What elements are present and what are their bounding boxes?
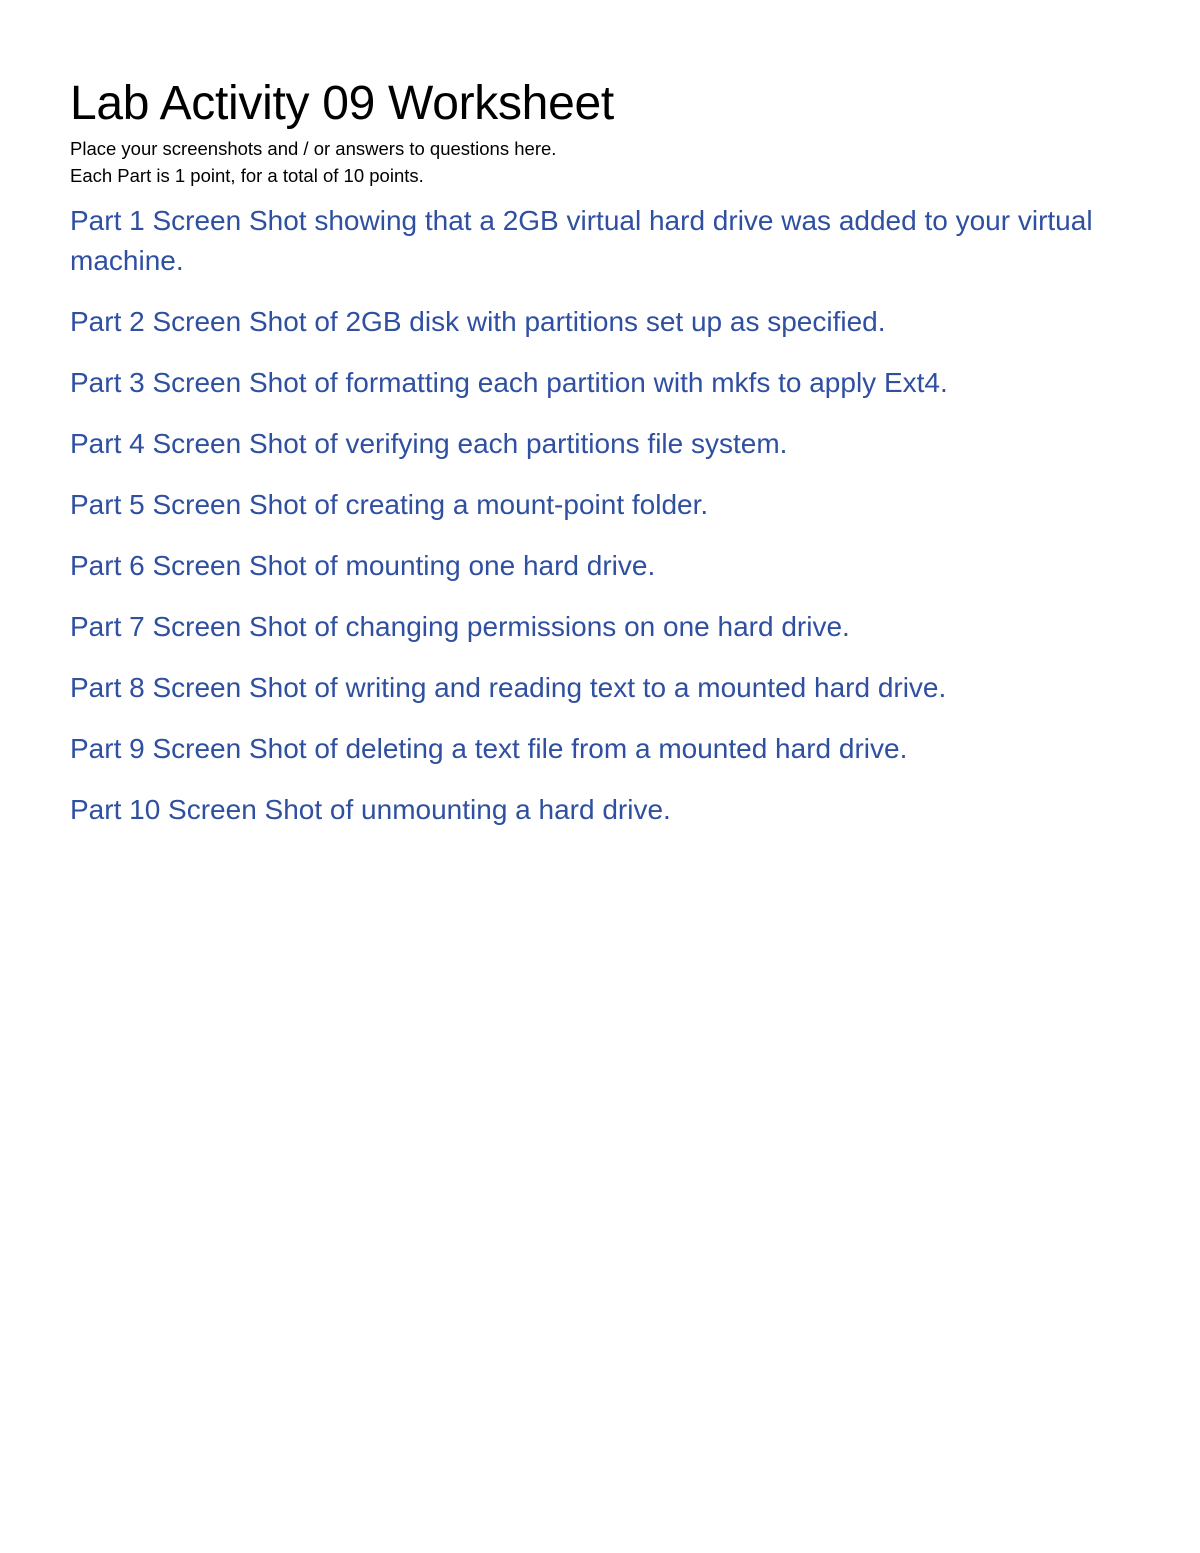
part-7-heading: Part 7 Screen Shot of changing permissions on one hard drive. <box>70 611 850 642</box>
part-2-heading: Part 2 Screen Shot of 2GB disk with partitions set up as specified. <box>70 306 886 337</box>
page-title: Lab Activity 09 Worksheet <box>70 77 614 130</box>
part-10-heading: Part 10 Screen Shot of unmounting a hard drive. <box>70 794 671 825</box>
instruction-screenshots: Place your screenshots and / or answers to questions here. <box>70 138 557 159</box>
parts-list <box>70 201 1140 830</box>
part-5-heading: Part 5 Screen Shot of creating a mount-point folder. <box>70 489 709 520</box>
part-3-heading: Part 3 Screen Shot of formatting each partition with mkfs to apply Ext4. <box>70 367 948 398</box>
part-8-heading: Part 8 Screen Shot of writing and reading text to a mounted hard drive. <box>70 672 947 703</box>
instruction-points: Each Part is 1 point, for a total of 10 points. <box>70 165 424 186</box>
part-9-heading: Part 9 Screen Shot of deleting a text file from a mounted hard drive. <box>70 733 908 764</box>
part-1-heading: Part 1 Screen Shot showing that a 2GB virtual hard drive was added to your virtual machine. <box>70 205 1093 276</box>
part-6-heading: Part 6 Screen Shot of mounting one hard drive. <box>70 550 656 581</box>
part-4-heading: Part 4 Screen Shot of verifying each partitions file system. <box>70 428 788 459</box>
document-content <box>70 74 1140 851</box>
